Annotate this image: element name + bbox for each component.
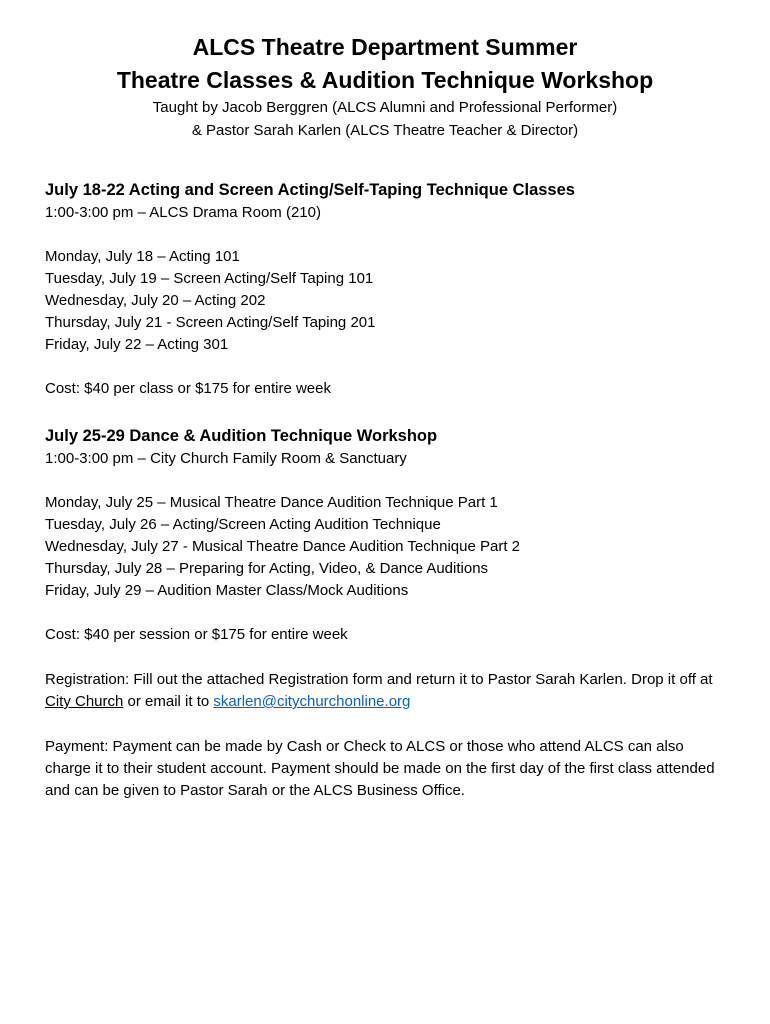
registration-email-link[interactable]: skarlen@citychurchonline.org [213,693,411,710]
document-subtitle-line1: Taught by Jacob Berggren (ALCS Alumni and Professional Performer) [152,99,618,116]
document-title-line1: ALCS Theatre Department Summer [192,34,578,60]
section2-schedule-item: Wednesday, July 27 - Musical Theatre Dance Audition Technique Part 2 [45,538,520,555]
section1-schedule-item: Wednesday, July 20 – Acting 202 [45,292,266,309]
section1-schedule-item: Thursday, July 21 - Screen Acting/Self Taping 201 [45,314,376,331]
registration-paragraph [45,669,722,713]
registration-location: City Church [45,693,124,710]
section1-schedule-item: Monday, July 18 – Acting 101 [45,248,240,265]
registration-text-middle: or email it to [123,693,214,710]
section2-schedule-item: Friday, July 29 – Audition Master Class/Mock Auditions [45,582,409,599]
section2-schedule-item: Thursday, July 28 – Preparing for Acting, Video, & Dance Auditions [45,560,489,577]
section1-heading: July 18-22 Acting and Screen Acting/Self-Taping Technique Classes [45,181,575,199]
document-subtitle-line2: & Pastor Sarah Karlen (ALCS Theatre Teacher & Director) [191,122,579,139]
section1-schedule-item: Friday, July 22 – Acting 301 [45,336,229,353]
payment-paragraph: Payment: Payment can be made by Cash or Check to ALCS or those who attend ALCS can also charge it to their student account. Payment should be made on the first day of the first class attended and can be given to Pastor Sarah or the ALCS Business Office. [45,738,715,799]
section2-cost: Cost: $40 per session or $175 for entire week [45,626,348,643]
section1-time-location: 1:00-3:00 pm – ALCS Drama Room (210) [45,204,321,221]
section2-schedule-item: Tuesday, July 26 – Acting/Screen Acting Audition Technique [45,516,441,533]
registration-text-before: Registration: Fill out the attached Registration form and return it to Pastor Sarah Karlen. Drop it off at [45,671,713,688]
section2-heading: July 25-29 Dance & Audition Technique Workshop [45,427,438,445]
document-title-line2: Theatre Classes & Audition Technique Workshop [116,67,654,93]
section-acting-classes [45,178,730,400]
section2-schedule-item: Monday, July 25 – Musical Theatre Dance Audition Technique Part 1 [45,494,498,511]
section1-cost: Cost: $40 per class or $175 for entire week [45,380,331,397]
section2-time-location: 1:00-3:00 pm – City Church Family Room & Sanctuary [45,450,407,467]
section1-schedule-item: Tuesday, July 19 – Screen Acting/Self Taping 101 [45,270,374,287]
section-dance-workshop [45,424,730,646]
